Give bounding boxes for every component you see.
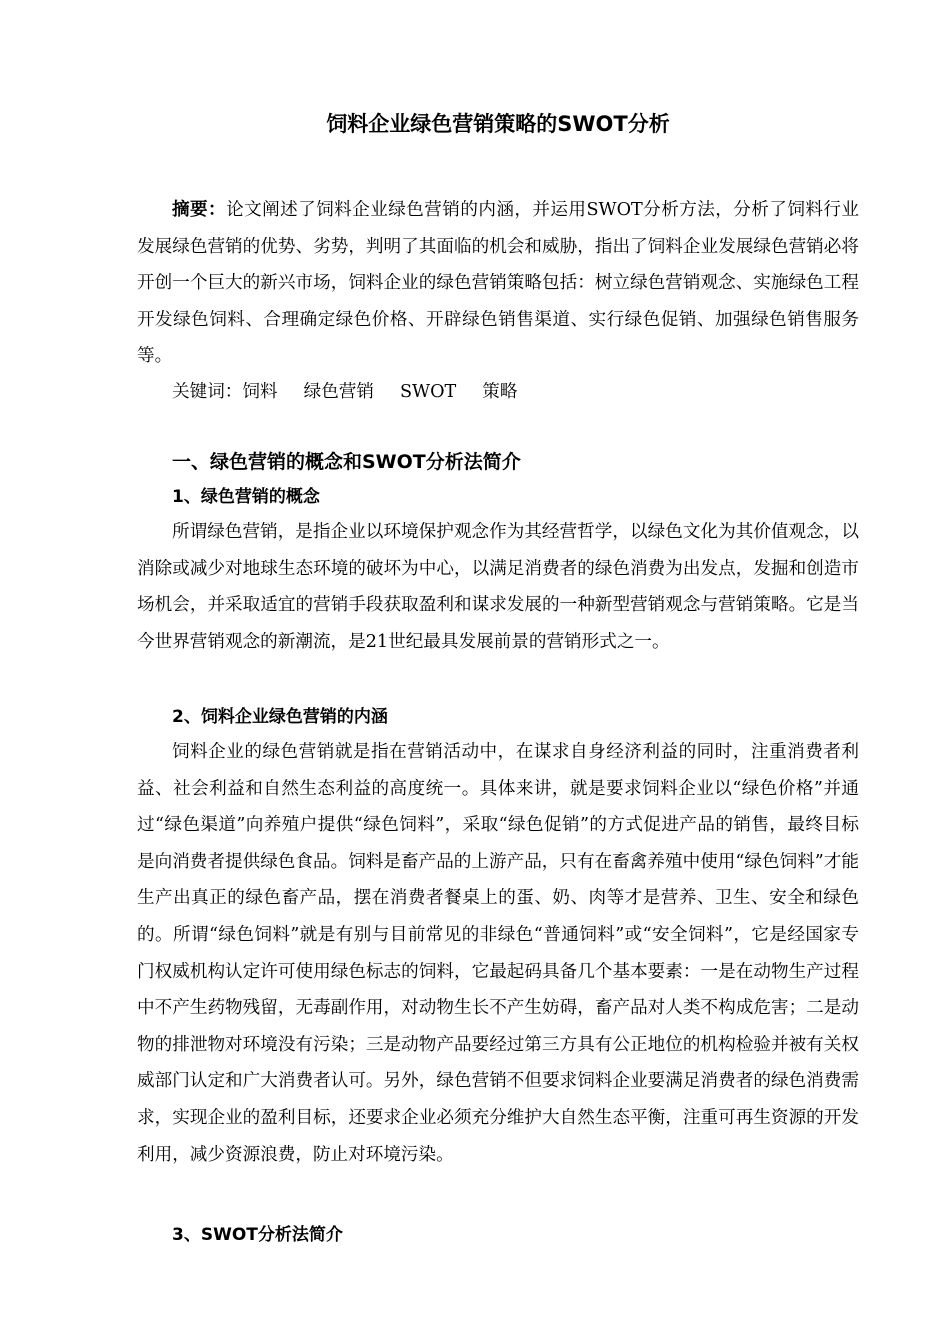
subsection-3-heading: 3、SWOT分析法简介 <box>172 1225 343 1245</box>
document-title: 饲料企业绿色营销策略的SWOT分析 <box>326 112 670 136</box>
keyword-item: 策略 <box>482 382 518 402</box>
keywords-label: 关键词： <box>172 382 243 402</box>
keyword-item: 饲料 <box>242 382 278 402</box>
abstract-text: 论文阐述了饲料企业绿色营销的内涵，并运用SWOT分析方法，分析了饲料行业发展绿色营销的优势、劣势，判明了其面临的机会和威胁，指出了饲料企业发展绿色营销必将开创一个巨大的新兴市场，饲料企业的绿色营销策略包括：树立绿色营销观念、实施绿色工程开发绿色饲料、合理确定绿色价格、开辟绿色销售渠道、实行绿色促销、加强绿色销售服务等。 <box>137 200 859 367</box>
keyword-item: SWOT <box>399 382 457 402</box>
abstract-label: 摘要： <box>172 200 227 220</box>
document-page <box>137 0 859 1344</box>
subsection-2-paragraph: 饲料企业的绿色营销就是指在营销活动中，在谋求自身经济利益的同时，注重消费者利益、社会利益和自然生态利益的高度统一。具体来讲，就是要求饲料企业以“绿色价格”并通过“绿色渠道”向养殖户提供“绿色饲料”，采取“绿色促销”的方式促进产品的销售，最终目标是向消费者提供绿色食品。饲料是畜产品的上游产品，只有在畜禽养殖中使用“绿色饲料”才能生产出真正的绿色畜产品，摆在消费者餐桌上的蛋、奶、肉等才是营养、卫生、安全和绿色的。所谓“绿色饲料”就是有别与目前常见的非绿色“普通饲料”或“安全饲料”，它是经国家专门权威机构认定许可使用绿色标志的饲料，它最起码具备几个基本要素：一是在动物生产过程中不产生药物残留，无毒副作用，对动物生长不产生妨碍，畜产品对人类不构成危害；二是动物的排泄物对环境没有污染；三是动物产品要经过第三方具有公正地位的机构检验并被有关权威部门认定和广大消费者认可。另外，绿色营销不但要求饲料企业要满足消费者的绿色消费需求，实现企业的盈利目标，还要求企业必须充分维护大自然生态平衡，注重可再生资源的开发利用，减少资源浪费，防止对环境污染。 <box>137 742 859 1165</box>
subsection-1-paragraph: 所谓绿色营销，是指企业以环境保护观念作为其经营哲学，以绿色文化为其价值观念，以消除或减少对地球生态环境的破坏为中心，以满足消费者的绿色消费为出发点，发掘和创造市场机会，并采取适宜的营销手段获取盈利和谋求发展的一种新型营销观念与营销策略。它是当今世界营销观念的新潮流，是21世纪最具发展前景的营销形式之一。 <box>137 522 859 652</box>
subsection-1-heading: 1、绿色营销的概念 <box>172 487 320 507</box>
subsection-2-heading: 2、饲料企业绿色营销的内涵 <box>172 707 388 727</box>
section-1-heading: 一、绿色营销的概念和SWOT分析法简介 <box>172 451 521 473</box>
keywords-line <box>172 374 517 410</box>
abstract-paragraph <box>137 192 859 375</box>
keyword-item: 绿色营销 <box>303 382 374 402</box>
